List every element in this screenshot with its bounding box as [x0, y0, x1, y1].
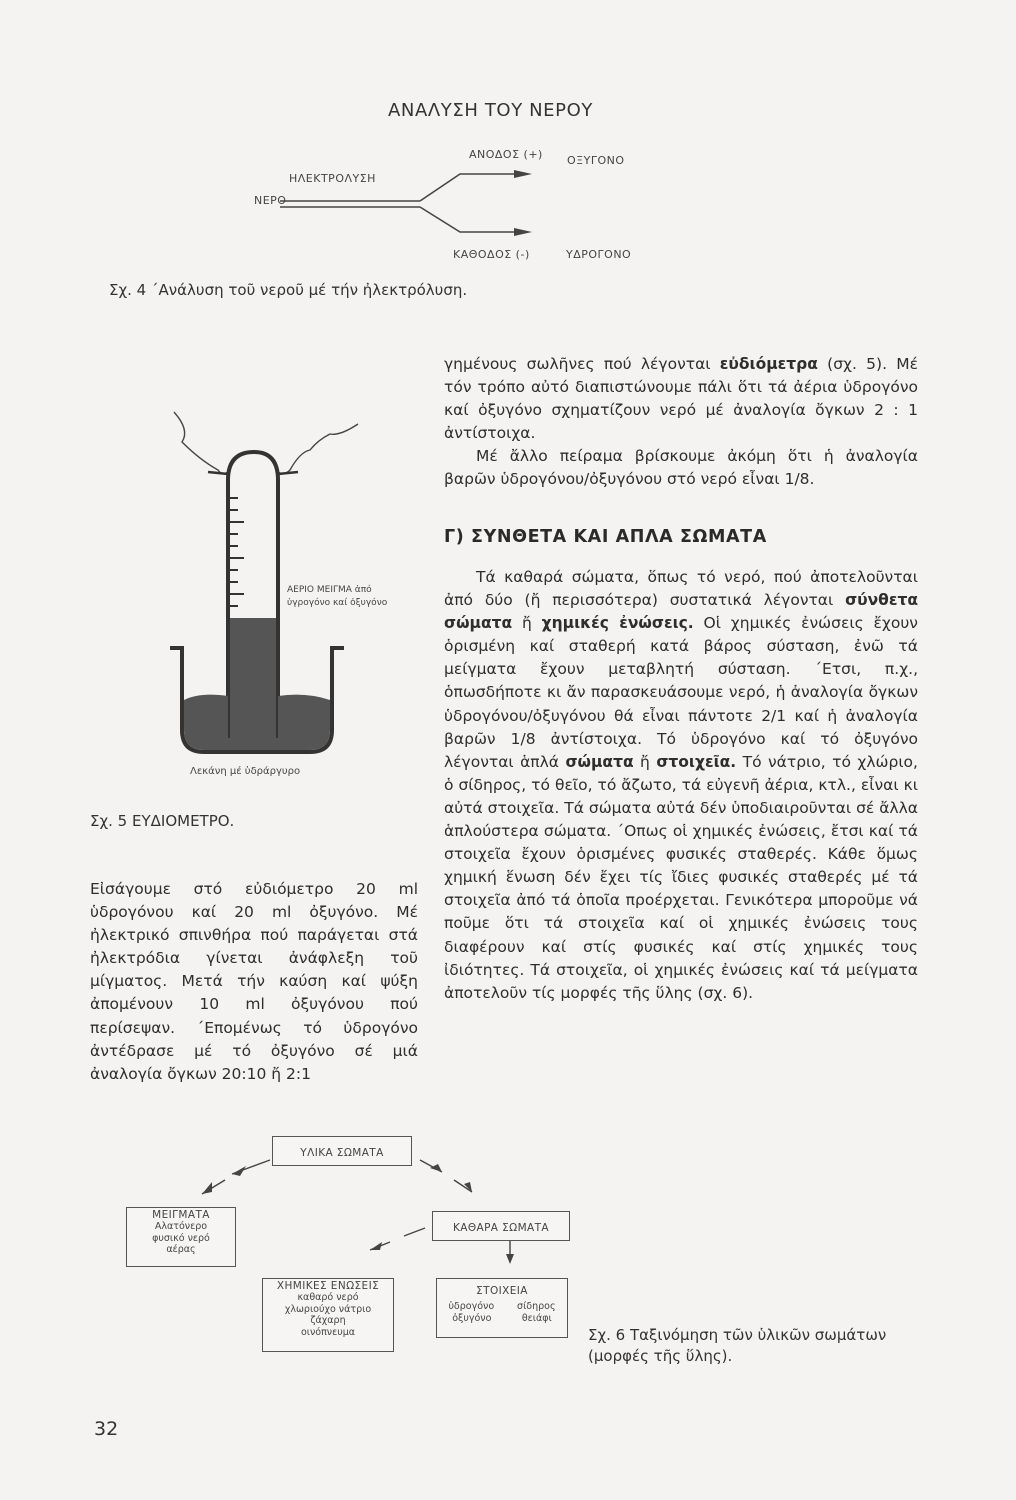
text-span: (σχ. — [827, 355, 857, 373]
scale-ticks — [230, 498, 244, 606]
hydrogen-branch — [420, 207, 518, 232]
text-span: ἤ — [521, 614, 532, 633]
box-item: ζάχαρη — [310, 1315, 346, 1326]
text-span: Οἱ χημικές ἐνώσεις ἔχουν ὁρισμένη καί σταθερή κατά βάρος σύσταση, ἐνῶ τά μείγματα ἔχουν μεταβλητή σύσταση. ΄Ετσι, π.χ., ὁπωσδήποτε κι ἄν παρασκευάσουμε νερό, ἡ ἀναλογία ὄγκων ὑδρογόνου/ὀξυγόνου θά εἶναι πάντοτε 2/1 καί ἡ ἀναλογία βαρῶν 1/8 ἀντίστοιχα. Τό ὑδρογόνο καί τό ὀξυγόνο λέγονται ἁπλά — [444, 614, 918, 771]
box-item: φυσικό νερό — [152, 1232, 210, 1244]
bold-term: σύνθετα σώματα — [444, 591, 918, 633]
basin-label: Λεκάνη μέ ὑδράργυρο — [190, 766, 301, 777]
gas-label-2: ὑγρογόνο καί ὀξυγόνο — [287, 598, 388, 608]
wire-right — [278, 424, 358, 474]
box-pure-bodies — [432, 1211, 570, 1241]
box-title: ΧΗΜΙΚΕΣ ΕΝΩΣΕΙΣ — [276, 1280, 380, 1292]
label-electrolysis: ΗΛΕΚΤΡΟΛΥΣΗ — [289, 172, 376, 185]
arrow-right-icon — [514, 170, 532, 178]
left-paragraph-text: Εἰσάγουμε στό εὐδιόμετρο 20 ml ὑδρογόνου καί 20 ml ὀξυγόνο. Μέ ἠλεκτρικό σπινθήρα πού παράγεται στά ἠλεκτρόδια γίνεται ἀνάφλεξη τοῦ μίγματος. Μετά τήν καύση καί ψύξη ἀπομένουν 10 ml ὀξυγόνου πού περίσεψαν. ΄Επομένως τό ὑδρογόνο ἀντέδρασε μέ τό ὀξυγόνο σέ μιά ἀναλογία ὄγκων 20:10 ἤ 2:1 — [90, 880, 418, 1083]
wire-left — [174, 412, 228, 474]
box-title: ΣΤΟΙΧΕΙΑ — [476, 1285, 528, 1297]
paragraph: Μέ ἄλλο πείραμα βρίσκουμε ἀκόμη ὅτι ἡ ἀναλογία βαρῶν ὑδρογόνου/ὀξυγόνου στό νερό εἶναι 1/8. — [444, 447, 918, 489]
figure-6-caption-line1: Σχ. 6 Ταξινόμηση τῶν ὑλικῶν σωμάτων — [588, 1326, 887, 1344]
text-span: ἤ — [640, 752, 650, 771]
box-elements — [436, 1278, 568, 1338]
left-paragraph — [90, 878, 418, 1086]
box-mixtures — [126, 1207, 236, 1267]
text-span: 5). Μέ τόν τρόπο αὐτό διαπιστώνουμε πάλι ὅτι τά ἀέρια ὑδρογόνο καί ὀξυγόνο σχηματίζουν νερό μέ ἀναλογία ὄγκων 2 : 1 ἀντίστοιχα. — [444, 355, 918, 443]
page-number: 32 — [94, 1418, 119, 1440]
label-hydrogen: ΥΔΡΟΓΟΝΟ — [566, 248, 632, 261]
text-span: Τά καθαρά σώματα, ὅπως τό νερό, πού ἀποτελοῦνται ἀπό δύο (ἤ περισσότερα) συστατικά λέγονται — [444, 568, 918, 610]
box-title: ΥΛΙΚΑ ΣΩΜΑΤΑ — [300, 1147, 384, 1159]
label-water: ΝΕΡΟ — [254, 194, 287, 207]
page-title: ΑΝΑΛΥΣΗ ΤΟΥ ΝΕΡΟΥ — [388, 100, 593, 121]
bold-term: στοιχεῖα. — [656, 752, 737, 771]
figure-6-caption-line2: (μορφές τῆς ὕλης). — [588, 1347, 733, 1365]
arrow-icon — [202, 1182, 212, 1194]
label-cathode: ΚΑΘΟΔΟΣ (-) — [453, 248, 530, 261]
box-item: θειάφι — [521, 1312, 552, 1324]
arrow-icon — [232, 1166, 246, 1176]
box-title: ΜΕΙΓΜΑΤΑ — [152, 1209, 210, 1221]
box-item: οινόπνευμα — [300, 1326, 356, 1338]
gas-label-1: ΑΕΡΙΟ ΜΕΙΓΜΑ ἀπό — [287, 585, 372, 595]
section-heading: Γ) ΣΥΝΘΕΤΑ ΚΑΙ ΑΠΛΑ ΣΩΜΑΤΑ — [444, 527, 767, 547]
box-item: ὑδρογόνο — [448, 1301, 495, 1312]
box-item: Αλατόνερο — [154, 1221, 208, 1232]
text-span: γημένους σωλῆνες πού λέγονται — [444, 355, 711, 373]
arrow-icon — [430, 1164, 442, 1172]
box-title: ΚΑΘΑΡΑ ΣΩΜΑΤΑ — [452, 1222, 550, 1234]
box-item: ὀξυγόνο — [452, 1312, 492, 1324]
right-top-text — [444, 353, 918, 492]
box-material-bodies — [272, 1136, 412, 1166]
box-item: αέρας — [166, 1244, 196, 1255]
label-anode: ΑΝΟΔΟΣ (+) — [469, 148, 543, 161]
electrolysis-diagram — [250, 150, 570, 260]
box-item: καθαρό νερό — [297, 1292, 359, 1303]
mercury-column — [230, 618, 276, 738]
box-compounds — [262, 1278, 394, 1352]
oxygen-branch — [420, 174, 518, 201]
bold-term: σώματα — [565, 752, 634, 771]
section-body — [444, 566, 918, 1005]
eudiometer-illustration — [160, 400, 360, 760]
box-item: σίδηρος — [517, 1301, 556, 1312]
text-span: Τό νάτριο, τό χλώριο, ὁ σίδηρος, τό θεῖο, τό ἄζωτο, τά εὐγενῆ ἀέρια, κτλ., εἶναι κι αὐτά στοιχεῖα. Τά σώματα αὐτά δέν ὑποδιαιροῦνται σέ ἄλλα ἁπλούστερα σώματα. ΄Οπως οἱ χημικές ἐνώσεις, ἔτσι καί τά στοιχεῖα ἔχουν ὁρισμένες φυσικές σταθερές. Κάθε ὅμως χημική ἕνωση δέν ἔχει τίς ἴδιες φυσικές σταθερές μέ τά στοιχεῖα ἀπό τά ὁποῖα προέρχεται. Γενικότερα μποροῦμε νά ποῦμε ὅτι τά στοιχεῖα καί οἱ χημικές ἐνώσεις τους διαφέρουν καί στίς φυσικές καί στίς χημικές τους ἰδιότητες. Τά στοιχεῖα, οἱ χημικές ἐνώσεις καί τά μείγματα ἀποτελοῦν τίς μορφές τῆς ὕλης (σχ. 6). — [444, 752, 918, 1002]
label-oxygen: ΟΞΥΓΟΝΟ — [567, 154, 625, 167]
arrow-down-icon — [506, 1254, 514, 1264]
box-item: χλωριούχο νάτριο — [284, 1303, 372, 1315]
bold-term: εὐδιόμετρα — [719, 355, 818, 373]
arrow-right-icon — [514, 228, 532, 236]
bold-term: χημικές ἐνώσεις. — [541, 614, 694, 633]
figure-4-caption: Σχ. 4 ΄Ανάλυση τοῦ νεροῦ μέ τήν ἠλεκτρόλυση. — [109, 281, 468, 299]
arrow-icon — [370, 1242, 382, 1250]
figure-5-caption: Σχ. 5 ΕΥΔΙΟΜΕΤΡΟ. — [90, 812, 235, 830]
